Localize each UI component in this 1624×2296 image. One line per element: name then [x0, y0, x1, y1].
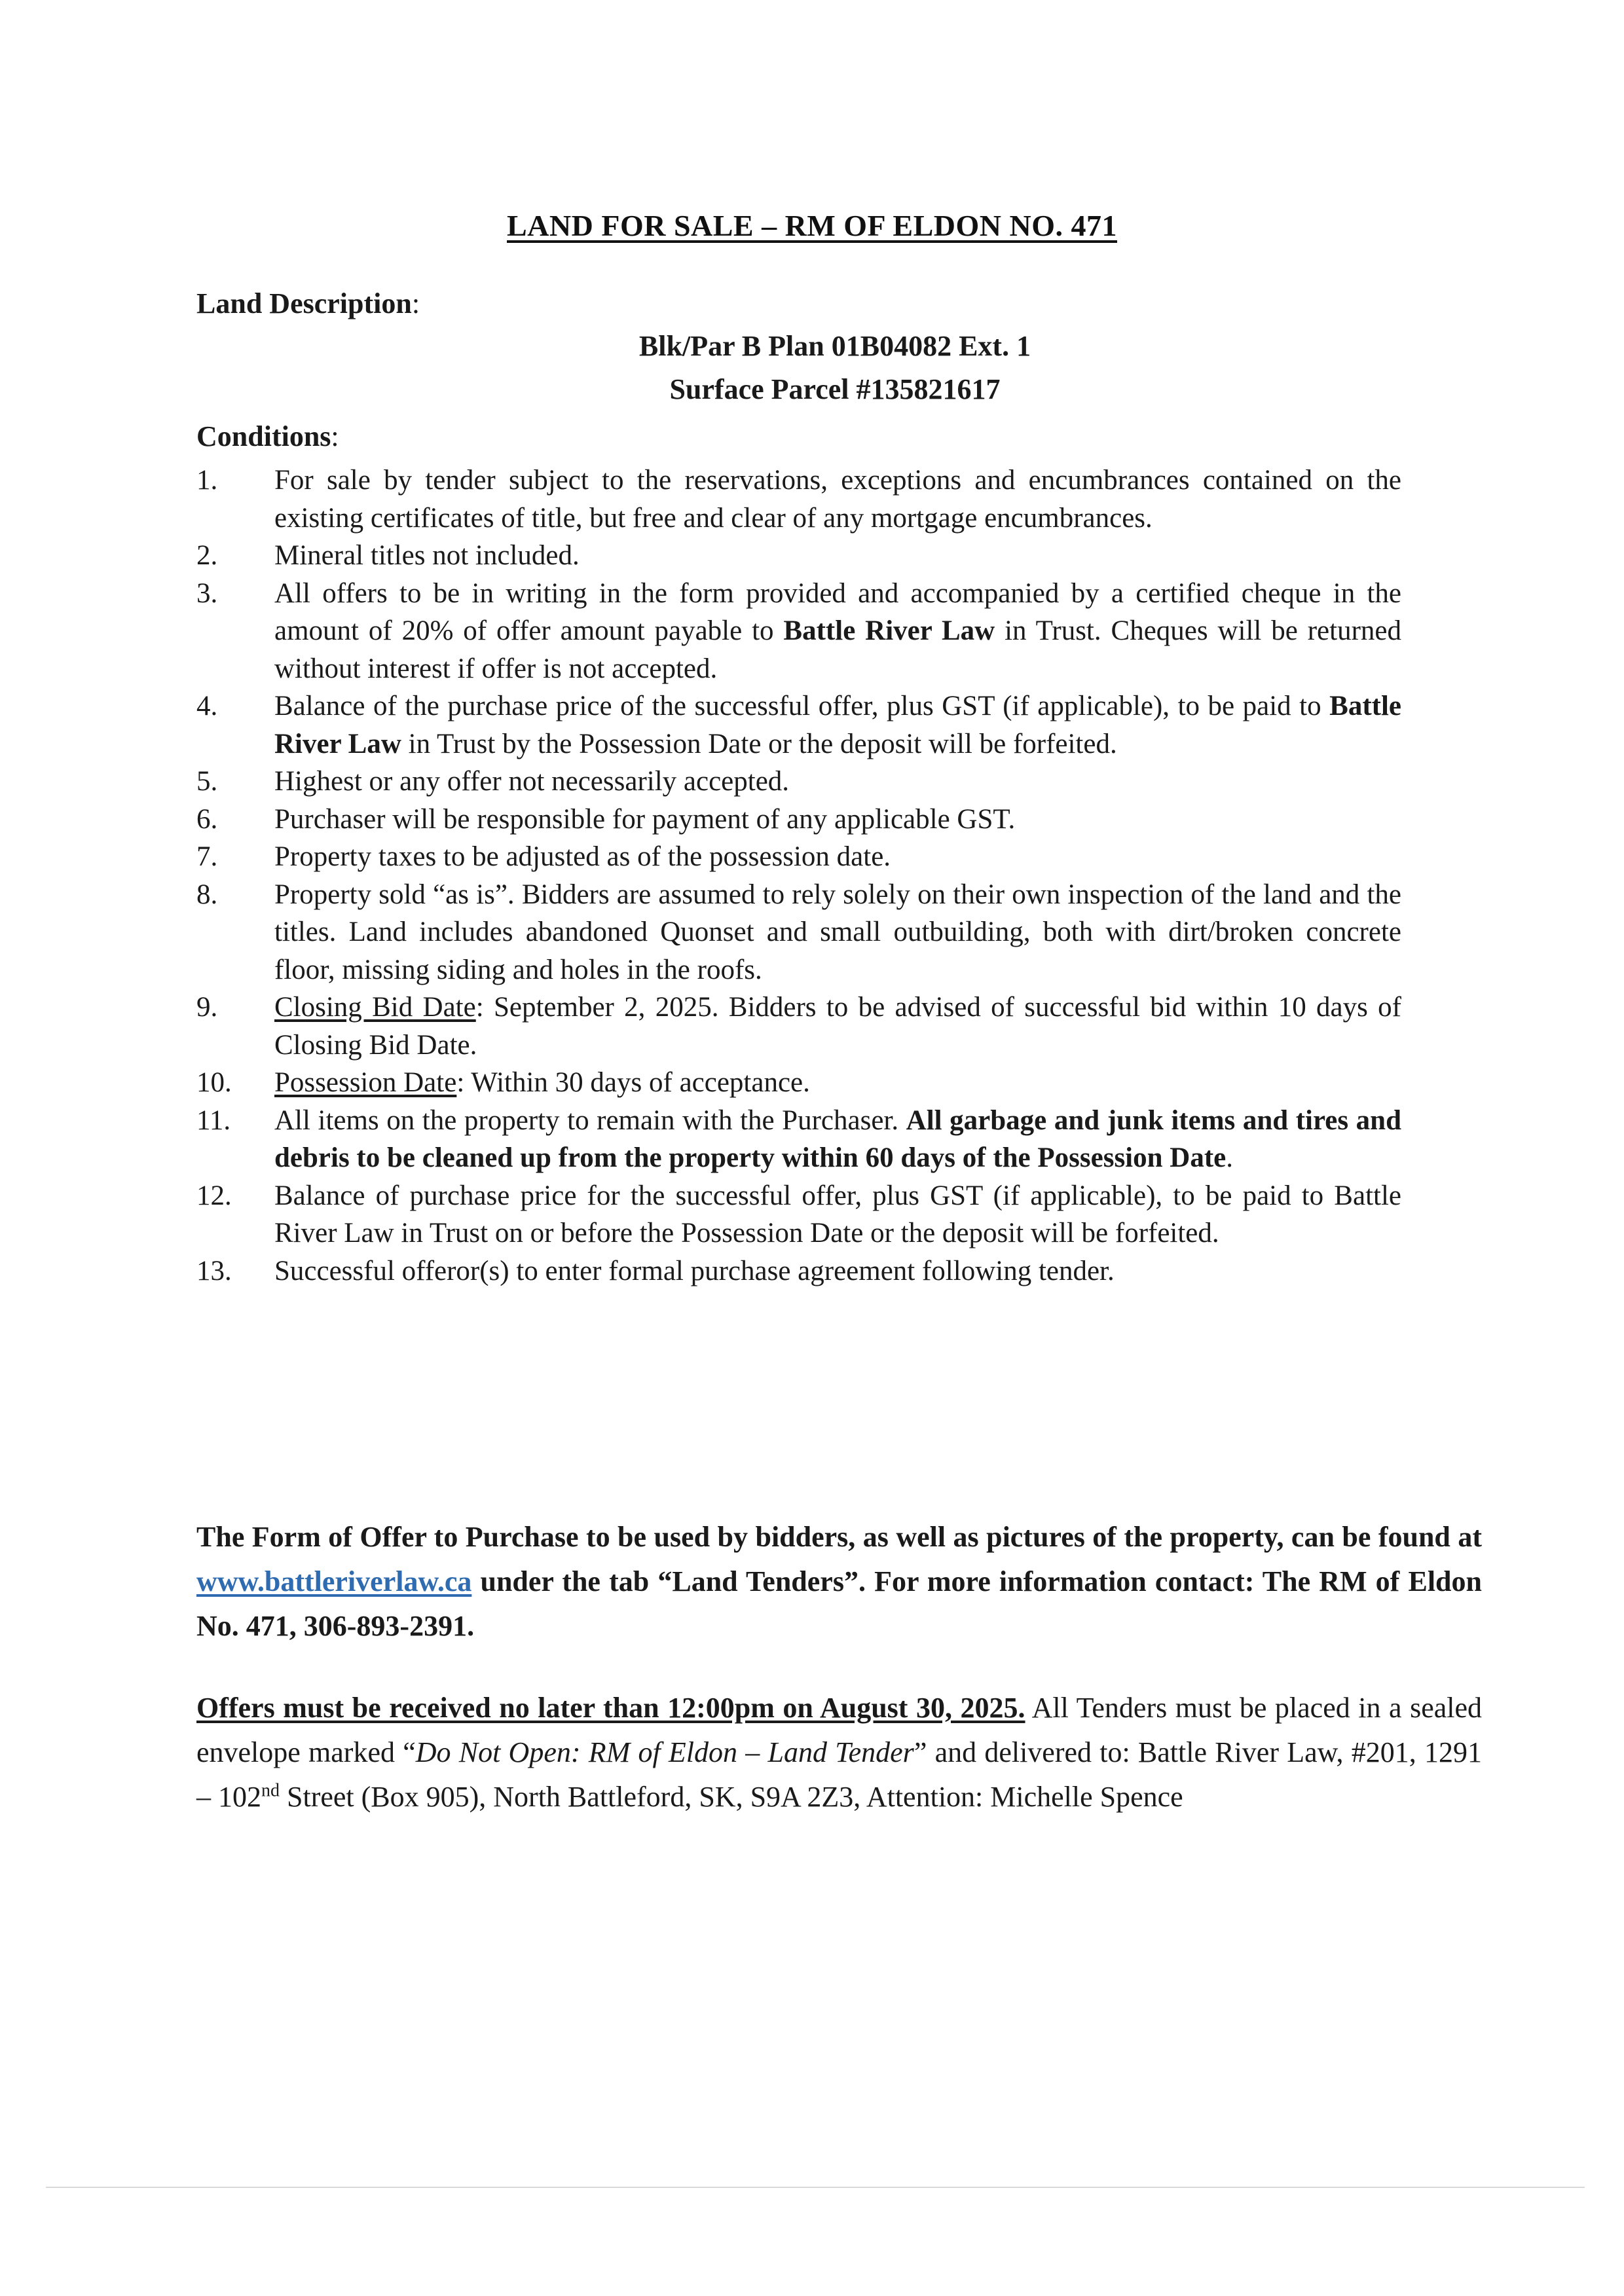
condition-item-7 — [196, 838, 1401, 876]
form-of-offer-paragraph — [196, 1515, 1482, 1649]
condition-text: in Trust. Cheques will be returned without interest if offer is not accepted. — [274, 615, 1401, 684]
condition-number: 1. — [196, 465, 218, 496]
condition-number: 13. — [196, 1255, 232, 1286]
condition-text: Highest or any offer not necessarily accepted. — [274, 766, 790, 797]
condition-text: Successful offeror(s) to enter formal purchase agreement following tender. — [274, 1255, 1115, 1286]
condition-number: 6. — [196, 803, 218, 835]
condition-item-10 — [196, 1064, 1401, 1102]
condition-item-6 — [196, 801, 1401, 839]
condition-item-8 — [196, 876, 1401, 989]
condition-number: 10. — [196, 1067, 232, 1098]
condition-item-2 — [196, 537, 1401, 575]
condition-number: 3. — [196, 577, 218, 609]
condition-item-11 — [196, 1102, 1401, 1177]
condition-number: 5. — [196, 766, 218, 797]
condition-bold-text: Battle River Law — [783, 615, 995, 646]
condition-number: 9. — [196, 992, 218, 1023]
conditions-label-text: Conditions — [196, 420, 331, 452]
condition-text: Mineral titles not included. — [274, 540, 580, 571]
page-title: LAND FOR SALE – RM OF ELDON NO. 471 — [507, 209, 1117, 242]
paragraph-text: under the tab “Land Tenders”. For more information contact: The RM of Eldon No. 471, 306-893-2391. — [196, 1565, 1482, 1642]
condition-number: 12. — [196, 1180, 232, 1211]
condition-text: Purchaser will be responsible for payment of any applicable GST. — [274, 803, 1016, 835]
condition-text: . — [1226, 1142, 1233, 1173]
condition-item-9 — [196, 989, 1401, 1064]
scan-edge-line — [46, 2187, 1585, 2188]
offer-deadline: Offers must be received no later than 12:00pm on August 30, 2025. — [196, 1692, 1025, 1724]
condition-text: : September 2, 2025. Bidders to be advised of successful bid within 10 days of Closing Bid Date. — [274, 992, 1401, 1061]
condition-number: 8. — [196, 879, 218, 910]
condition-number: 2. — [196, 540, 218, 571]
condition-number: 7. — [196, 841, 218, 872]
condition-text: Property taxes to be adjusted as of the possession date. — [274, 841, 891, 872]
condition-bold-text: All garbage and junk items and tires and debris to be cleaned up from the property within 60 days of the Possession Date — [274, 1104, 1401, 1173]
condition-text: Property sold “as is”. Bidders are assumed to rely solely on their own inspection of the land and the titles. Land includes abandoned Quonset and small outbuilding, both with dirt/broken concrete floor, missing siding and holes in the roofs. — [274, 879, 1401, 985]
condition-text: in Trust by the Possession Date or the deposit will be forfeited. — [401, 728, 1117, 759]
conditions-list — [196, 462, 1401, 1290]
condition-bold-text: Battle River Law — [274, 691, 1401, 759]
condition-text: : Within 30 days of acceptance. — [456, 1067, 810, 1098]
land-description-label-text: Land Description — [196, 287, 412, 319]
condition-item-5 — [196, 763, 1401, 801]
condition-item-12 — [196, 1177, 1401, 1252]
ordinal-suffix: nd — [261, 1780, 280, 1801]
condition-text: For sale by tender subject to the reservations, exceptions and encumbrances contained on the existing certificates of title, but free and clear of any mortgage encumbrances. — [274, 465, 1401, 534]
land-description-label: Land Description: — [196, 287, 420, 319]
possession-date-label: Possession Date — [274, 1067, 457, 1098]
condition-number: 4. — [196, 691, 218, 721]
website-link[interactable]: www.battleriverlaw.ca — [196, 1565, 472, 1597]
paragraph-text: All Tenders must be placed in a sealed envelope marked “ — [196, 1692, 1483, 1768]
condition-text: All offers to be in writing in the form provided and accompanied by a certified cheque in the amount of 20% of offer amount payable to — [274, 577, 1401, 646]
paragraph-text: ” and delivered to: Battle River Law, #201, 1291 – 102 — [196, 1736, 1482, 1813]
paragraph-text: The Form of Offer to Purchase to be used by bidders, as well as pictures of the property, can be found at — [196, 1521, 1482, 1553]
condition-item-1 — [196, 462, 1401, 537]
paragraph-text: Street (Box 905), North Battleford, SK, S9A 2Z3, Attention: Michelle Spence — [280, 1781, 1183, 1813]
parcel-plan: Blk/Par B Plan 01B04082 Ext. 1 — [638, 330, 1031, 362]
closing-bid-date-label: Closing Bid Date — [274, 992, 476, 1023]
condition-text: Balance of the purchase price of the successful offer, plus GST (if applicable), to be paid to — [274, 691, 1330, 721]
condition-text: Balance of purchase price for the successful offer, plus GST (if applicable), to be paid to Battle River Law in Trust on or before the Possession Date or the deposit will be forfeited. — [274, 1180, 1401, 1248]
condition-item-3 — [196, 575, 1401, 688]
condition-text: All items on the property to remain with the Purchaser. — [274, 1104, 906, 1136]
envelope-marking: Do Not Open: RM of Eldon – Land Tender — [415, 1736, 914, 1768]
surface-parcel-number: Surface Parcel #135821617 — [669, 373, 1001, 405]
offers-paragraph — [196, 1686, 1482, 1819]
condition-item-13 — [196, 1252, 1401, 1290]
conditions-label: Conditions: — [196, 420, 339, 452]
condition-item-4 — [196, 687, 1401, 763]
condition-number: 11. — [196, 1104, 231, 1136]
